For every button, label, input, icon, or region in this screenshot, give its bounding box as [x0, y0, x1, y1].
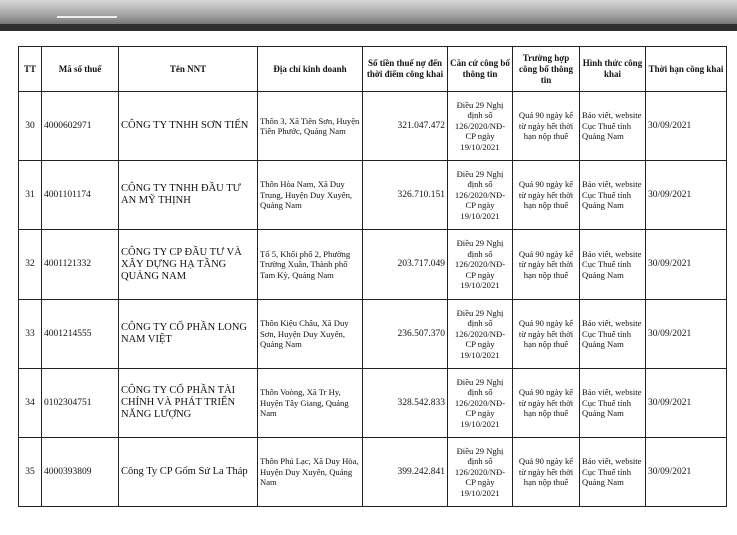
cell-deadline: 30/09/2021 [646, 230, 727, 300]
cell-deadline: 30/09/2021 [646, 161, 727, 230]
cell-case: Quá 90 ngày kể từ ngày hết thời hạn nộp thuế [513, 161, 580, 230]
cell-form: Báo viết, website Cục Thuế tỉnh Quảng Nam [580, 438, 646, 507]
table-row [19, 230, 727, 300]
table-row [19, 161, 727, 230]
header-case: Trường hợp công bố thông tin [513, 47, 580, 92]
cell-address: Thôn Voòng, Xã Tr Hy, Huyện Tây Giang, Quảng Nam [258, 369, 363, 438]
header-name: Tên NNT [119, 47, 258, 92]
cell-deadline: 30/09/2021 [646, 300, 727, 369]
header-tt: TT [19, 47, 42, 92]
cell-legal-basis: Điều 29 Nghị định số 126/2020/NĐ-CP ngày 19/10/2021 [448, 92, 513, 161]
header-form: Hình thức công khai [580, 47, 646, 92]
cell-amount: 321.047.472 [363, 92, 448, 161]
cell-deadline: 30/09/2021 [646, 369, 727, 438]
cell-tax-code: 4001214555 [42, 300, 119, 369]
cell-form: Báo viết, website Cục Thuế tỉnh Quảng Nam [580, 230, 646, 300]
cell-legal-basis: Điều 29 Nghị định số 126/2020/NĐ-CP ngày 19/10/2021 [448, 230, 513, 300]
cell-tt: 32 [19, 230, 42, 300]
cell-tax-code: 0102304751 [42, 369, 119, 438]
cell-case: Quá 90 ngày kể từ ngày hết thời hạn nộp thuế [513, 230, 580, 300]
cell-address: Thôn Phú Lạc, Xã Duy Hòa, Huyện Duy Xuyên, Quảng Nam [258, 438, 363, 507]
cell-deadline: 30/09/2021 [646, 92, 727, 161]
cell-form: Báo viết, website Cục Thuế tỉnh Quảng Nam [580, 300, 646, 369]
header-tax-code: Mã số thuế [42, 47, 119, 92]
table-row [19, 300, 727, 369]
cell-tax-code: 4001101174 [42, 161, 119, 230]
cell-tax-code: 4001121332 [42, 230, 119, 300]
cell-name: CÔNG TY TNHH ĐẦU TƯ AN MỸ THỊNH [119, 161, 258, 230]
cell-case: Quá 90 ngày kể từ ngày hết thời hạn nộp thuế [513, 92, 580, 161]
cell-form: Báo viết, website Cục Thuế tỉnh Quảng Nam [580, 369, 646, 438]
cell-address: Thôn 3, Xã Tiên Sơn, Huyện Tiên Phước, Quảng Nam [258, 92, 363, 161]
table-row [19, 438, 727, 507]
cell-legal-basis: Điều 29 Nghị định số 126/2020/NĐ-CP ngày 19/10/2021 [448, 161, 513, 230]
scanner-top-edge [0, 24, 737, 31]
cell-tt: 34 [19, 369, 42, 438]
cell-amount: 236.507.370 [363, 300, 448, 369]
cell-address: Thôn Kiệu Châu, Xã Duy Sơn, Huyện Duy Xuyên, Quảng Nam [258, 300, 363, 369]
cell-tt: 33 [19, 300, 42, 369]
header-deadline: Thời hạn công khai [646, 47, 727, 92]
cell-amount: 399.242.841 [363, 438, 448, 507]
cell-deadline: 30/09/2021 [646, 438, 727, 507]
table-row [19, 92, 727, 161]
cell-amount: 326.710.151 [363, 161, 448, 230]
cell-case: Quá 90 ngày kể từ ngày hết thời hạn nộp thuế [513, 300, 580, 369]
header-amount: Số tiền thuế nợ đến thời điểm công khai [363, 47, 448, 92]
cell-name: CÔNG TY CP ĐẦU TƯ VÀ XÂY DỰNG HẠ TẦNG QUẢNG NAM [119, 230, 258, 300]
cell-legal-basis: Điều 29 Nghị định số 126/2020/NĐ-CP ngày 19/10/2021 [448, 300, 513, 369]
tax-debt-table [18, 46, 727, 507]
cell-tt: 30 [19, 92, 42, 161]
cell-amount: 203.717.049 [363, 230, 448, 300]
table-header [19, 47, 727, 92]
table-row [19, 369, 727, 438]
document-page [18, 46, 726, 507]
scanner-mark [57, 16, 117, 18]
cell-form: Báo viết, website Cục Thuế tỉnh Quảng Nam [580, 161, 646, 230]
cell-tax-code: 4000393809 [42, 438, 119, 507]
cell-address: Thôn Hòa Nam, Xã Duy Trung, Huyện Duy Xuyên, Quảng Nam [258, 161, 363, 230]
cell-name: CÔNG TY CỔ PHẦN TÀI CHÍNH VÀ PHÁT TRIỂN NĂNG LƯỢNG [119, 369, 258, 438]
cell-case: Quá 90 ngày kể từ ngày hết thời hạn nộp thuế [513, 438, 580, 507]
cell-amount: 328.542.833 [363, 369, 448, 438]
cell-case: Quá 90 ngày kể từ ngày hết thời hạn nộp thuế [513, 369, 580, 438]
header-legal-basis: Căn cứ công bố thông tin [448, 47, 513, 92]
header-address: Địa chỉ kinh doanh [258, 47, 363, 92]
cell-tt: 35 [19, 438, 42, 507]
cell-tax-code: 4000602971 [42, 92, 119, 161]
cell-tt: 31 [19, 161, 42, 230]
cell-address: Tổ 5, Khối phố 2, Phường Trường Xuân, Thành phố Tam Kỳ, Quảng Nam [258, 230, 363, 300]
cell-name: CÔNG TY CỔ PHẦN LONG NAM VIỆT [119, 300, 258, 369]
cell-form: Báo viết, website Cục Thuế tỉnh Quảng Nam [580, 92, 646, 161]
cell-name: CÔNG TY TNHH SƠN TIẾN [119, 92, 258, 161]
cell-legal-basis: Điều 29 Nghị định số 126/2020/NĐ-CP ngày 19/10/2021 [448, 438, 513, 507]
cell-name: Công Ty CP Gốm Sứ La Tháp [119, 438, 258, 507]
cell-legal-basis: Điều 29 Nghị định số 126/2020/NĐ-CP ngày 19/10/2021 [448, 369, 513, 438]
